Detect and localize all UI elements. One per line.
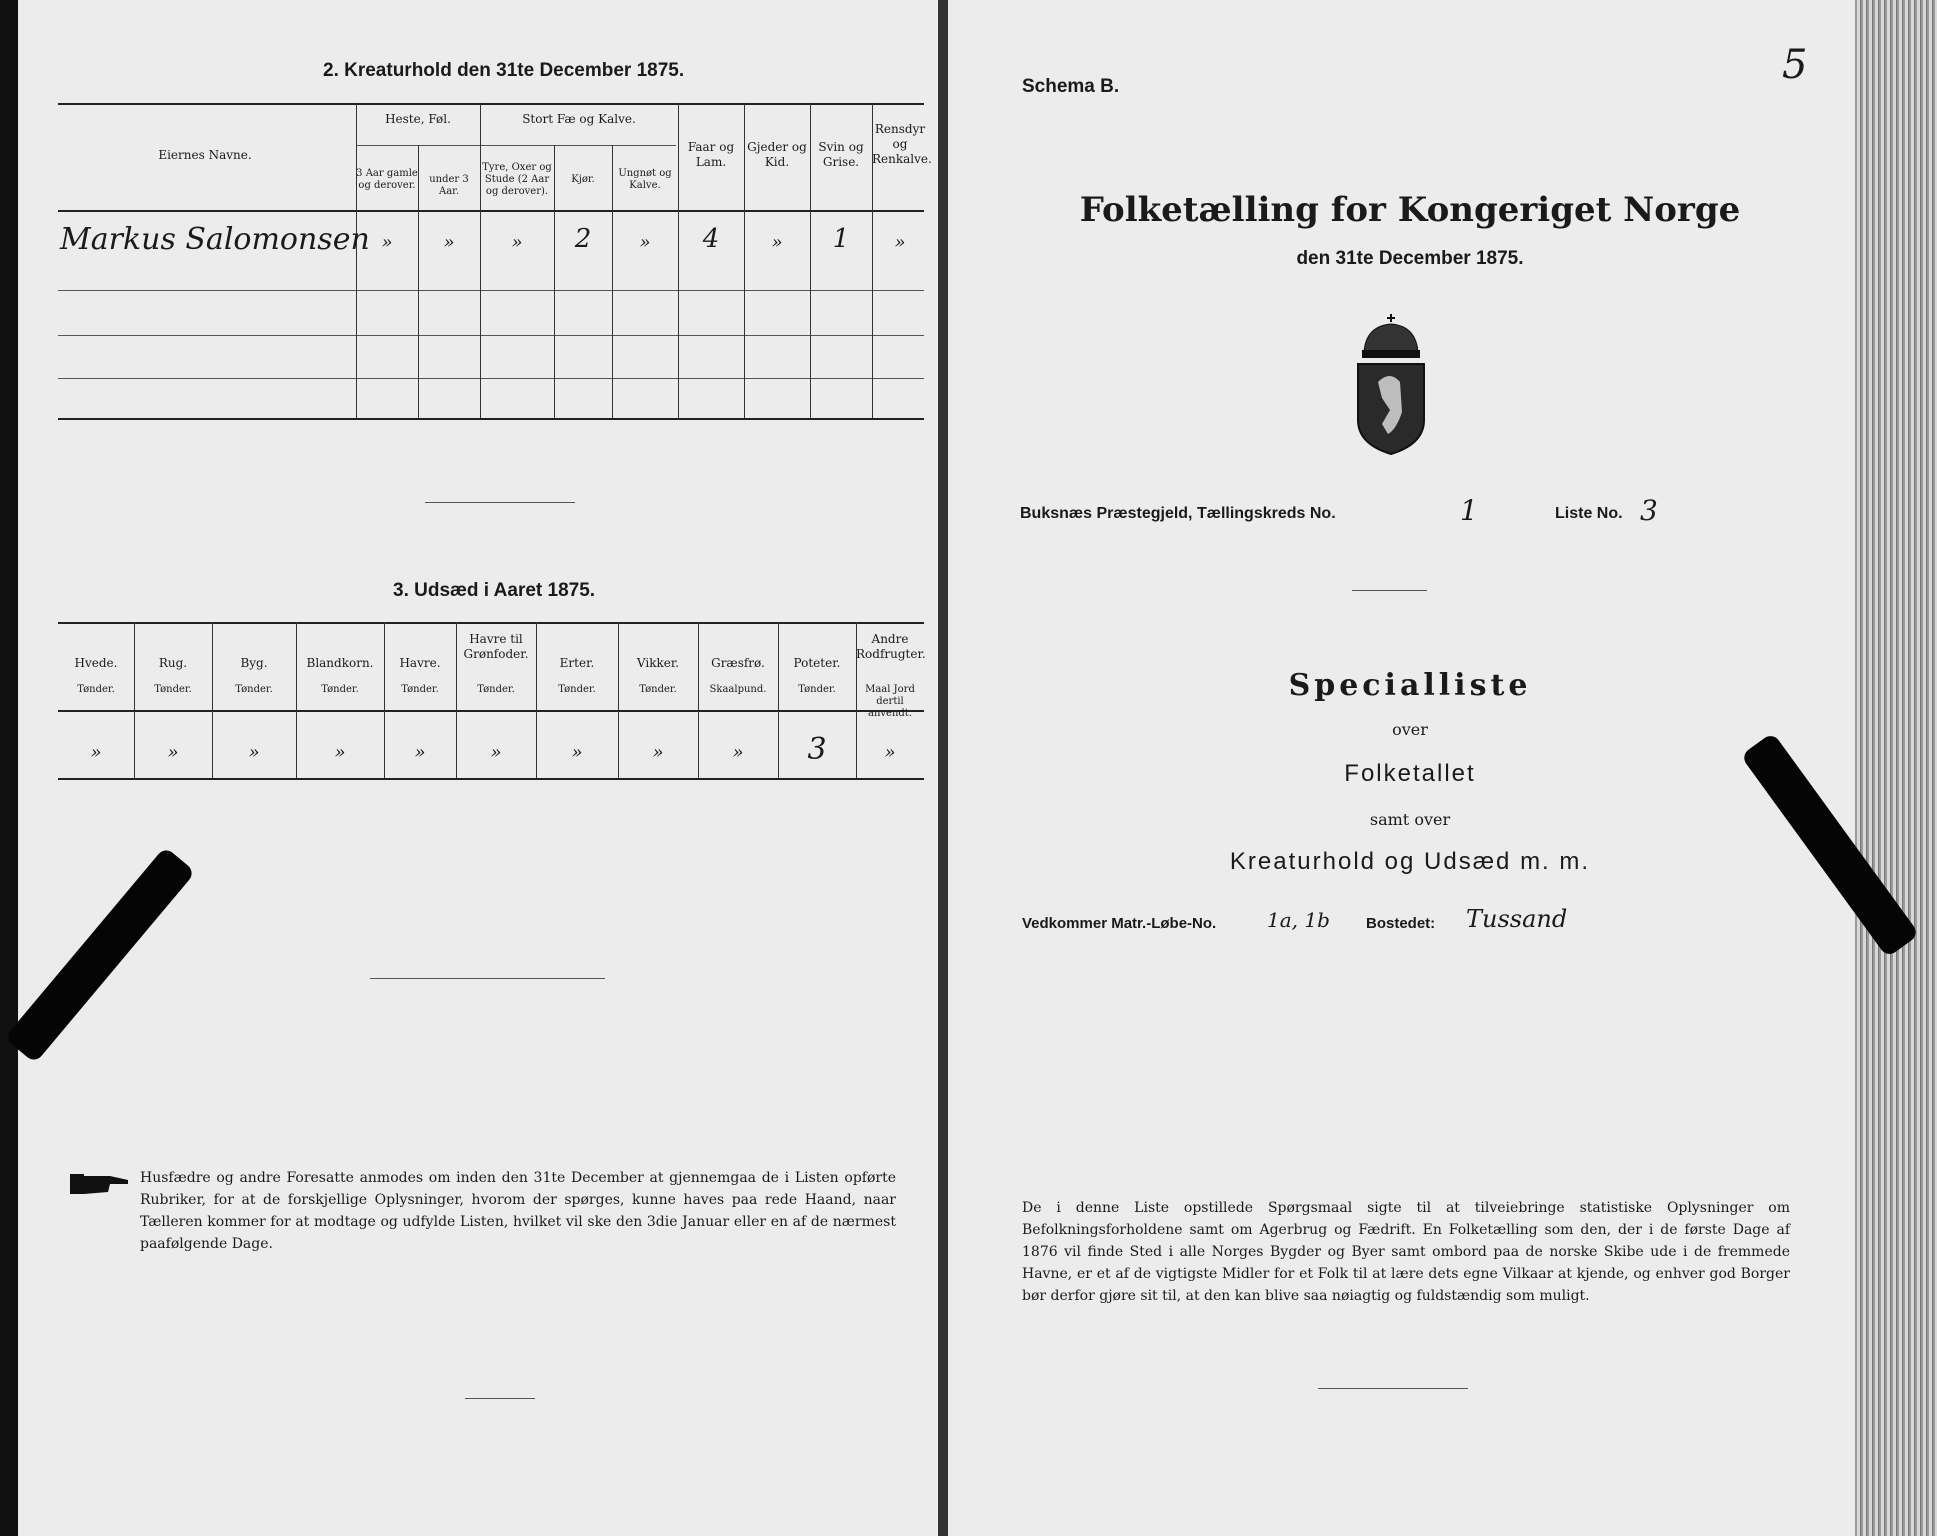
crop-unit: Tønder. <box>77 684 115 695</box>
cell-value: 2 <box>574 224 592 254</box>
crop-value: » <box>571 742 583 763</box>
section2-title: 2. Kreaturhold den 31te December 1875. <box>323 60 685 81</box>
separator-rule <box>370 978 605 979</box>
crop-unit: Tønder. <box>401 684 439 695</box>
crop-value: » <box>732 742 744 763</box>
crop-header: Andre Rodfrugter. <box>856 632 926 661</box>
footer-text: De i denne Liste opstillede Spørgsmaal sigte til at tilveiebringe statistiske Oplysninger om Befolkningsforholdene samt om Agerbrug og Fædrift. En Folketælling som den, der i de første Dage af 1876 vil finde Sted i alle Norges Bygder og Byer samt ombord paa de norske Skibe ude i de fremmede Havne, er et af de vigtigste Midler for et Folk til at lære dets egne Vilkaar at kjende, og enhver god Borger bør derfor gjøre sit til, at den kan blive saa nøiagtig og fuldstændig som muligt. <box>1022 1200 1790 1304</box>
table3-top-rule <box>58 622 924 624</box>
crop-header: Byg. <box>240 656 268 670</box>
norway-coat-of-arms-icon <box>1352 312 1430 457</box>
table2-row-rule <box>58 290 924 291</box>
table2-bottom-rule <box>58 418 924 420</box>
crop-value: » <box>652 742 664 763</box>
table2-sub-rule <box>356 145 676 146</box>
list-label: Liste No. <box>1555 505 1623 522</box>
goats-header: Gjeder og Kid. <box>747 140 807 169</box>
table3-bottom-rule <box>58 778 924 780</box>
cell-value: » <box>771 232 783 253</box>
crop-value: » <box>884 742 896 763</box>
cell-value: 4 <box>702 224 720 254</box>
crop-value: » <box>248 742 260 763</box>
main-title: Folketælling for Kongeriget Norge <box>1079 190 1741 230</box>
crop-header: Græsfrø. <box>711 656 765 670</box>
crop-value: » <box>334 742 346 763</box>
schema-label: Schema B. <box>1022 76 1120 97</box>
crop-value: » <box>490 742 502 763</box>
title-date: den 31te December 1875. <box>1296 248 1524 269</box>
folketallet-text: Folketallet <box>1344 760 1476 787</box>
separator-rule <box>1352 590 1427 591</box>
page-edges <box>1855 0 1937 1536</box>
table2-row-rule <box>58 335 924 336</box>
kreaturhold-text: Kreaturhold og Udsæd m. m. <box>1229 848 1591 875</box>
cattle-sub-calves: Ungnøt og Kalve. <box>618 168 672 191</box>
crop-header: Hvede. <box>74 656 118 670</box>
cattle-sub-cows: Kjør. <box>571 174 595 185</box>
crop-header: Erter. <box>559 656 595 670</box>
matr-value: 1a, 1b <box>1267 908 1330 932</box>
bosted-label: Bostedet: <box>1366 915 1436 932</box>
cell-value: » <box>511 232 523 253</box>
crop-unit: Skaalpund. <box>709 684 767 695</box>
crop-unit: Tønder. <box>154 684 192 695</box>
crop-header: Poteter. <box>793 656 841 670</box>
pointing-hand-icon <box>70 1170 132 1196</box>
crop-unit: Tønder. <box>477 684 515 695</box>
crop-header: Blandkorn. <box>306 656 374 670</box>
cell-value: 1 <box>832 224 850 254</box>
crop-unit: Tønder. <box>321 684 359 695</box>
list-value: 3 <box>1640 494 1658 527</box>
page-number: 5 <box>1782 42 1808 88</box>
crop-header: Havre. <box>399 656 441 670</box>
cattle-header: Stort Fæ og Kalve. <box>522 112 636 126</box>
bosted-value: Tussand <box>1466 905 1568 933</box>
table2-col-divider <box>356 103 357 418</box>
cell-value: » <box>894 232 906 253</box>
pigs-header: Svin og Grise. <box>818 140 864 169</box>
crop-unit: Tønder. <box>639 684 677 695</box>
table2-top-rule <box>58 103 924 105</box>
owner-header: Eiernes Navne. <box>158 148 252 162</box>
cattle-sub-bulls: Tyre, Oxer og Stude (2 Aar og derover). <box>482 162 552 197</box>
table2-row-rule <box>58 378 924 379</box>
horses-sub-3yr: 3 Aar gamle og derover. <box>356 168 418 191</box>
section3-title: 3. Udsæd i Aaret 1875. <box>393 580 596 601</box>
parish-label: Buksnæs Præstegjeld, Tællingskreds No. <box>1020 505 1336 522</box>
cell-value: » <box>381 232 393 253</box>
table3-header-rule <box>58 710 924 712</box>
cell-value: » <box>443 232 455 253</box>
book-gutter <box>938 0 948 1536</box>
separator-rule <box>425 502 575 503</box>
crop-unit: Tønder. <box>558 684 596 695</box>
separator-rule <box>465 1398 535 1399</box>
samt-over-text: samt over <box>1369 810 1451 829</box>
table2-header-rule <box>58 210 924 212</box>
reindeer-header: Rensdyr og Renkalve. <box>872 122 932 166</box>
crop-value: 3 <box>807 732 827 767</box>
specialliste-heading: Specialliste <box>1288 668 1532 703</box>
crop-header: Havre til Grønfoder. <box>463 632 529 661</box>
crop-header: Vikker. <box>636 656 680 670</box>
horses-header: Heste, Føl. <box>385 112 451 126</box>
owner-name: Markus Salomonsen <box>60 222 370 257</box>
parish-value: 1 <box>1460 494 1478 527</box>
notice-text: Husfædre og andre Foresatte anmodes om inden den 31te December at gjennemgaa de i Listen opførte Rubriker, for at de forskjellige Oplysninger, hvorom der spørges, kunne haves paa rede Haand, naar Tælleren kommer for at modtage og udfylde Listen, hvilket vil ske den 3die Januar eller en af de nærmest paafølgende Dage. <box>140 1170 896 1252</box>
crop-unit: Tønder. <box>798 684 836 695</box>
table2-col-divider <box>480 103 481 418</box>
crop-unit: Maal Jord dertil anvendt. <box>865 684 915 719</box>
crop-unit: Tønder. <box>235 684 273 695</box>
separator-rule <box>1318 1388 1468 1389</box>
crop-value: » <box>414 742 426 763</box>
crop-value: » <box>90 742 102 763</box>
crop-header: Rug. <box>158 656 188 670</box>
matr-label: Vedkommer Matr.-Løbe-No. <box>1022 915 1217 932</box>
over-text: over <box>1392 720 1428 739</box>
sheep-header: Faar og Lam. <box>687 140 735 169</box>
cell-value: » <box>639 232 651 253</box>
crop-value: » <box>167 742 179 763</box>
horses-sub-under3: under 3 Aar. <box>429 174 469 197</box>
